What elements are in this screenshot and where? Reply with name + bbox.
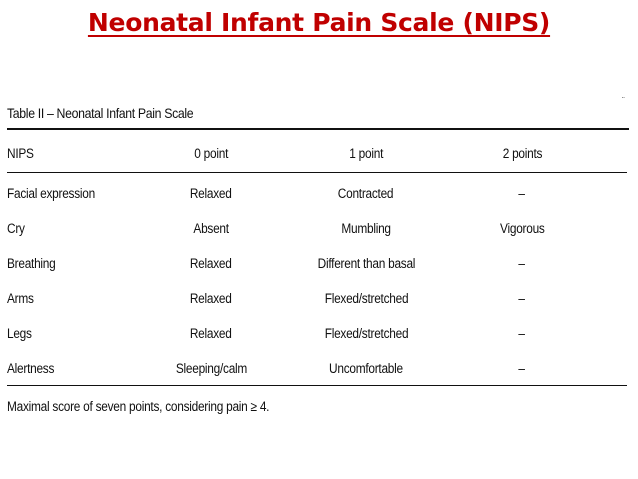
header-0-point: 0 point [194, 146, 228, 161]
row-score-1: Uncomfortable [329, 361, 403, 376]
row-score-2: – [518, 256, 526, 271]
row-score-2: – [518, 361, 526, 376]
row-score-2: – [518, 291, 526, 306]
row-score-0: Relaxed [190, 256, 232, 271]
table-bottom-rule [7, 385, 627, 386]
table-row [0, 324, 638, 344]
row-score-0: Relaxed [190, 326, 232, 341]
table-row [0, 289, 638, 309]
table-footnote: Maximal score of seven points, considering pain ≥ 4. [7, 399, 270, 414]
row-score-0: Relaxed [190, 186, 232, 201]
table-row [0, 359, 638, 379]
row-score-1: Flexed/stretched [324, 291, 408, 306]
row-label: Facial expression [7, 186, 95, 201]
row-score-0: Sleeping/calm [175, 361, 247, 376]
row-score-2: Vigorous [499, 221, 545, 236]
row-label: Legs [7, 326, 32, 341]
slide-title-text: Neonatal Infant Pain Scale (NIPS) [87, 8, 551, 37]
row-score-0: Absent [193, 221, 229, 236]
table-top-rule [7, 128, 629, 130]
row-score-1: Flexed/stretched [324, 326, 408, 341]
table-row [0, 184, 638, 204]
row-label: Cry [7, 221, 25, 236]
header-nips: NIPS [7, 146, 34, 161]
table-caption: Table II – Neonatal Infant Pain Scale [7, 105, 194, 121]
table-header-rule [7, 172, 627, 173]
row-score-2: – [518, 186, 526, 201]
table-row [0, 254, 638, 274]
row-score-2: – [518, 326, 526, 341]
corner-mark: ¨ [622, 96, 625, 105]
row-score-1: Different than basal [317, 256, 415, 271]
header-1-point: 1 point [349, 146, 383, 161]
row-score-1: Mumbling [341, 221, 391, 236]
row-score-0: Relaxed [190, 291, 232, 306]
row-label: Breathing [7, 256, 56, 271]
table-header-row [0, 144, 638, 164]
row-label: Arms [7, 291, 34, 306]
slide-title [0, 8, 638, 37]
header-2-points: 2 points [502, 146, 542, 161]
table-row [0, 219, 638, 239]
row-score-1: Contracted [338, 186, 394, 201]
row-label: Alertness [7, 361, 55, 376]
